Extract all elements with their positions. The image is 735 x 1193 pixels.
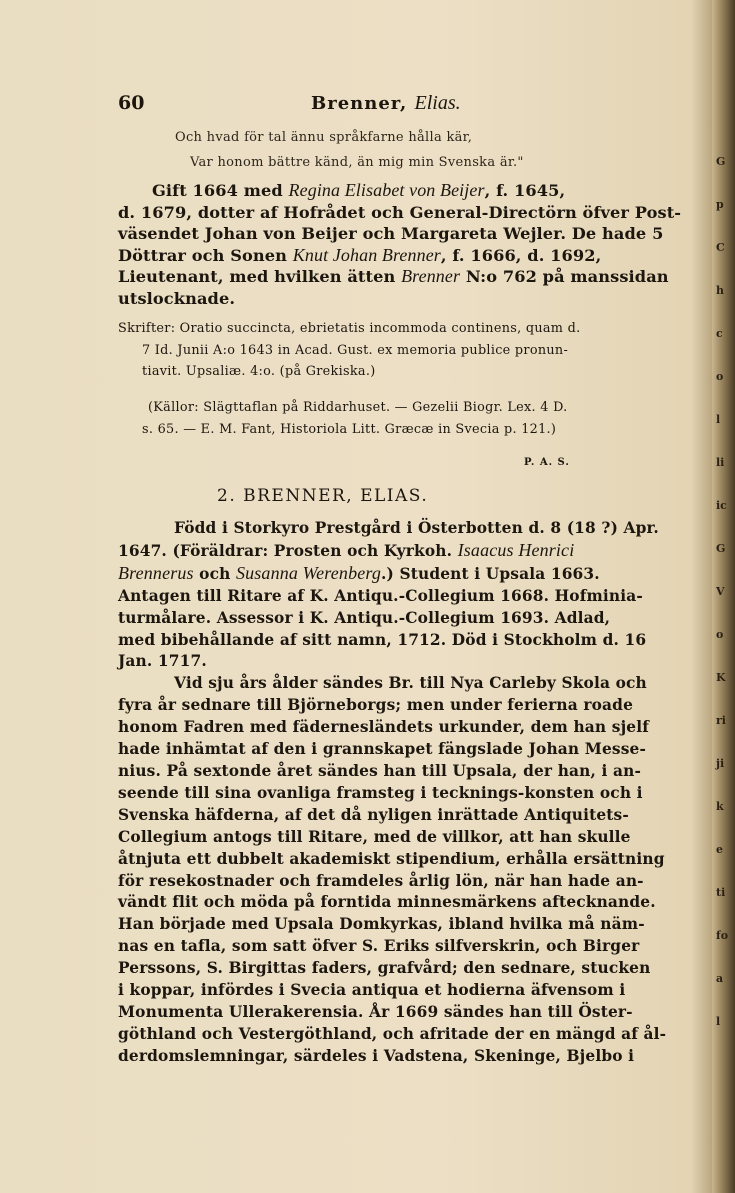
edge-fragment: h — [716, 284, 724, 297]
biography-line — [118, 518, 698, 540]
text-run: utslocknade. — [118, 288, 236, 308]
biography-line — [118, 695, 698, 717]
marriage-line — [118, 288, 698, 310]
text-run: turmålare. Assessor i K. Antiqu.-Collegium 1693. Adlad, — [118, 608, 611, 627]
edge-fragment: V — [716, 585, 725, 598]
edge-fragment: ti — [716, 886, 726, 899]
text-run: Lieutenant, med hvilken ätten — [118, 267, 402, 286]
marriage-line — [118, 180, 698, 202]
text-run: , f. 1666, d. 1692, — [440, 245, 602, 265]
italic-name: Isaacus Henrici — [457, 539, 575, 560]
biography-line — [118, 783, 698, 805]
edge-fragment: l — [716, 413, 721, 426]
sources-line: (Källor: Slägttaflan på Riddarhuset. — Gezelii Biogr. Lex. 4 D. — [148, 400, 568, 415]
biography-line — [118, 892, 698, 914]
edge-fragment: o — [716, 628, 724, 641]
edge-fragment: p — [716, 198, 724, 211]
text-run: N:o 762 på manssidan — [460, 267, 669, 286]
biography-line — [118, 805, 698, 827]
edge-fragment: fo — [716, 929, 729, 942]
edge-fragment: G — [716, 155, 726, 168]
running-header — [118, 92, 698, 116]
text-run: Vid sju års ålder sändes Br. till Nya Carleby Skola och — [174, 674, 647, 693]
text-run: väsendet Johan von Beijer och Margareta Wejler. De hade 5 — [118, 224, 664, 243]
verse-line-2: Var honom bättre känd, än mig min Svenska är." — [190, 155, 524, 170]
italic-name: Susanna Werenberg — [235, 562, 382, 583]
edge-fragment: G — [716, 542, 726, 555]
edge-fragment: c — [716, 327, 723, 340]
text-run: med bibehållande af sitt namn, 1712. Död i Stockholm d. 16 — [118, 630, 647, 649]
text-run: derdomslemningar, särdeles i Vadstena, Skeninge, Bjelbo i — [118, 1046, 635, 1065]
biography-line — [118, 1024, 698, 1046]
sources-section — [118, 397, 698, 440]
biography-line — [118, 673, 698, 695]
text-run: åtnjuta ett dubbelt akademiskt stipendium, erhålla ersättning — [118, 849, 665, 868]
edge-fragment: ji — [716, 757, 725, 770]
biography-line — [118, 761, 698, 783]
text-run: vändt flit och möda på forntida minnesmärkens aftecknande. — [118, 893, 656, 912]
biography-line — [118, 1046, 698, 1068]
edge-fragment: ic — [716, 499, 727, 512]
marriage-line — [118, 202, 698, 224]
text-run: och — [193, 564, 236, 583]
text-run: honom Fadren med fädernesländets urkunder, dem han sjelf — [118, 718, 650, 737]
marriage-line — [118, 245, 698, 267]
writings-section — [118, 318, 698, 383]
edge-fragment: a — [716, 972, 724, 985]
writings-line: 7 Id. Junii A:o 1643 in Acad. Gust. ex memoria publice pronun- — [142, 342, 569, 358]
page-number: 60 — [118, 92, 145, 114]
edge-fragment: ri — [716, 714, 726, 727]
text-run: Antagen till Ritare af K. Antiqu.-Collegium 1668. Hofminia- — [118, 586, 643, 605]
biography-line — [118, 563, 698, 586]
text-run: Collegium antogs till Ritare, med de villkor, att han skulle — [118, 827, 631, 846]
text-run: nas en tafla, som satt öfver S. Eriks silfverskrin, och Birger — [118, 937, 640, 956]
marriage-paragraph — [118, 180, 698, 309]
text-run: d. 1679, dotter af Hofrådet och General-Directörn öfver Post- — [118, 202, 682, 222]
text-run: Född i Storkyro Prestgård i Österbotten d. 8 (18 ?) Apr. — [174, 519, 659, 537]
marriage-line — [118, 266, 698, 288]
biography-line — [118, 739, 698, 761]
text-run: i koppar, infördes i Svecia antiqua et hodierna äfvensom i — [118, 981, 626, 1000]
edge-fragment: o — [716, 370, 724, 383]
text-run: Perssons, S. Birgittas faders, grafvård; den sednare, stucken — [118, 959, 651, 978]
italic-name: Knut Johan Brenner — [292, 244, 441, 265]
edge-fragment: li — [716, 456, 725, 469]
biography-line — [118, 651, 698, 673]
biography-line — [118, 958, 698, 980]
biography-line — [118, 871, 698, 893]
text-run: Jan. 1717. — [118, 652, 207, 671]
edge-fragment: k — [716, 800, 724, 813]
text-run: Döttrar och Sonen — [118, 245, 293, 265]
writings-line: tiavit. Upsaliæ. 4:o. (på Grekiska.) — [142, 364, 376, 379]
edge-fragment: l — [716, 1015, 721, 1028]
biography-line — [118, 630, 698, 652]
text-run: för resekostnader och framdeles årlig lön, när han hade an- — [118, 871, 644, 890]
biography-line — [118, 717, 698, 739]
text-run: , f. 1645, — [484, 181, 566, 200]
author-initials: P. A. S. — [524, 457, 570, 468]
text-run: seende till sina ovanliga framsteg i tecknings-konsten och i — [118, 783, 643, 802]
text-run: hade inhämtat af den i grannskapet fängslade Johan Messe- — [118, 740, 646, 759]
edge-fragment: e — [716, 843, 723, 856]
text-run: 1647. (Föräldrar: Prosten och Kyrkoh. — [118, 541, 458, 560]
text-run: Han började med Upsala Domkyrkas, ibland hvilka må näm- — [118, 915, 645, 934]
verse-line-1: Och hvad för tal ännu språkfarne hålla kär, — [175, 130, 473, 145]
biography-text — [118, 518, 698, 1068]
text-run: fyra år sednare till Björneborgs; men under ferierna roade — [118, 696, 634, 715]
text-run: nius. På sextonde året sändes han till Upsala, der han, i an- — [118, 761, 642, 780]
text-run: Gift 1664 med — [152, 181, 289, 200]
biography-line — [118, 1002, 698, 1024]
biography-line — [118, 849, 698, 871]
biography-line — [118, 980, 698, 1002]
edge-fragment: K — [716, 671, 726, 684]
italic-name: Brenner — [401, 266, 461, 286]
sources-line: s. 65. — E. M. Fant, Historiola Litt. Græcæ in Svecia p. 121.) — [142, 421, 557, 437]
marriage-line — [118, 223, 698, 245]
running-title: Brenner, Elias. — [311, 92, 461, 114]
biography-line — [118, 827, 698, 849]
biography-line — [118, 586, 698, 608]
adjacent-page-edge — [712, 0, 735, 1193]
text-run: Monumenta Ullerakerensia. År 1669 sändes han till Öster- — [118, 1002, 633, 1021]
biography-line — [118, 540, 698, 563]
italic-name: Regina Elisabet von Beijer — [288, 180, 485, 200]
italic-name: Brennerus — [118, 562, 194, 583]
edge-fragment: C — [716, 241, 725, 254]
text-run: .) Student i Upsala 1663. — [381, 564, 600, 583]
biography-line — [118, 936, 698, 958]
biography-line — [118, 608, 698, 630]
entry-heading: 2. BRENNER, ELIAS. — [217, 486, 429, 506]
biography-line — [118, 914, 698, 936]
writings-line: Skrifter: Oratio succincta, ebrietatis incommoda continens, quam d. — [118, 321, 581, 336]
text-run: göthland och Vestergöthland, och afritade der en mängd af ål- — [118, 1024, 667, 1043]
text-run: Svenska häfderna, af det då nyligen inrättade Antiquitets- — [118, 805, 629, 824]
